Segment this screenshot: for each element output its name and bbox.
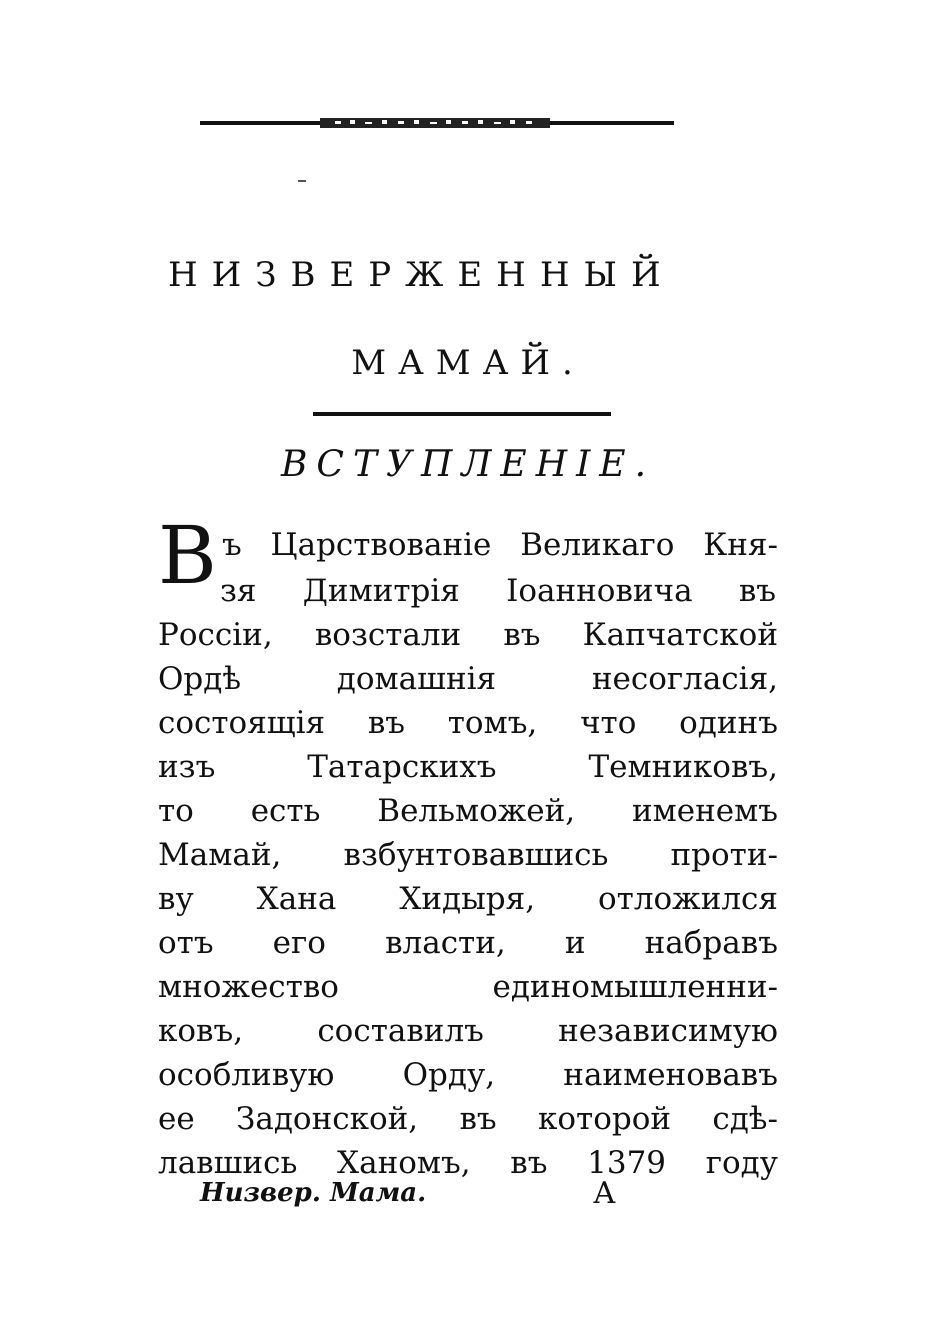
section-heading: ВСТУПЛЕНІЕ. bbox=[280, 444, 656, 485]
drop-cap: В bbox=[158, 509, 217, 602]
title-line-1: НИЗВЕРЖЕННЫЙ bbox=[168, 255, 675, 295]
text-line-6: изъ Татарскихъ Темниковъ, bbox=[158, 749, 778, 785]
footer-signature-mark: А bbox=[593, 1176, 616, 1211]
text-line-3: Россіи, возстали въ Капчатской bbox=[158, 617, 778, 653]
text-line-2: зя Димитрія Іоанновича въ bbox=[220, 573, 776, 609]
printer-mark bbox=[298, 180, 306, 182]
footer-signature: Низвер. Мама. bbox=[200, 1178, 427, 1208]
header-ornament bbox=[200, 117, 674, 129]
title-line-2: МАМАЙ. bbox=[351, 343, 585, 383]
text-line-8: Мамай, взбунтовавшись проти- bbox=[158, 837, 778, 873]
text-line-5: состоящія въ томъ, что одинъ bbox=[158, 705, 778, 741]
text-line-13: особливую Орду, наименовавъ bbox=[158, 1057, 778, 1093]
text-line-14: ее Задонской, въ которой сдѣ- bbox=[158, 1101, 778, 1137]
text-line-4: Ордѣ домашнія несогласія, bbox=[158, 661, 778, 697]
text-line-12: ковъ, составилъ независимую bbox=[158, 1013, 778, 1049]
text-line-9: ву Хана Хидыря, отложился bbox=[158, 881, 778, 917]
text-line-11: множество единомышленни- bbox=[158, 969, 778, 1005]
text-line-7: то есть Вельможей, именемъ bbox=[158, 793, 778, 829]
text-line-10: отъ его власти, и набравъ bbox=[158, 925, 778, 961]
text-line-1: ъ Царствованіе Великаго Кня- bbox=[222, 527, 778, 563]
text-line-15: лавшись Ханомъ, въ 1379 году bbox=[158, 1145, 778, 1181]
title-divider bbox=[313, 412, 611, 416]
